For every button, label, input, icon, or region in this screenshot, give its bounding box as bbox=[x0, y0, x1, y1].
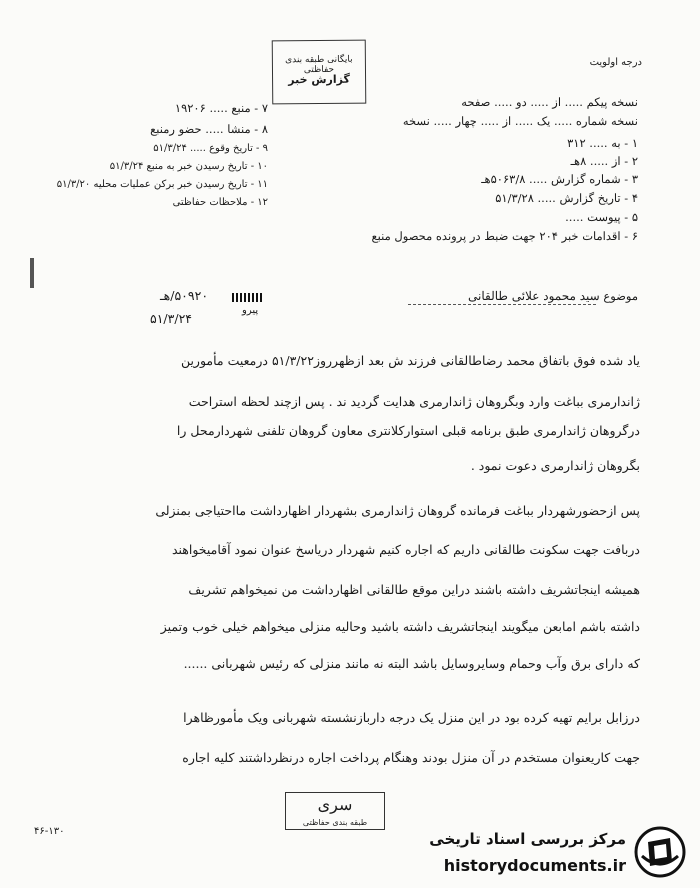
stamp-caption: طبقه بندی حفاظتی bbox=[302, 818, 368, 827]
header-right-field-1: نسخه پیکم ..... از ..... دو ..... صفحه bbox=[461, 95, 638, 109]
body-line-4: بگروهان ژاندارمری دعوت نمود . bbox=[470, 458, 640, 473]
page-reference: ۴۶-۱۳۰ bbox=[34, 826, 65, 837]
file-ref-date: ۵۱/۳/۲۴ bbox=[150, 311, 192, 326]
archive-logo-icon bbox=[634, 826, 686, 878]
priority-label: درجه اولویت bbox=[589, 57, 642, 68]
body-line-9: که دارای برق وآب وحمام وسایروسایل باشد البته نه مانند منزلی که رئیس شهربانی ...... bbox=[183, 656, 640, 671]
body-line-6: دربافت جهت سکونت طالقانی داریم که اجاره کنیم شهردار دریاسخ عنوان نمود آقامیخواهند bbox=[171, 542, 640, 557]
body-line-3: درگروهان ژاندارمری طبق برنامه قبلی استوارکلانتری معاون گروهان تلفنی شهردارمحل را bbox=[176, 423, 640, 438]
body-line-2: ژاندارمری بباغت وارد وبگروهان ژاندارمری هدایت گردید ند . پس ازچند لحظه استراحت bbox=[188, 394, 640, 409]
header-right-field-7: ۵ - پیوست ..... bbox=[565, 210, 638, 224]
body-line-8: داشته باشم امابعن میگویند اینجاتشریف داشته باشید وحالیه منزلی میخواهم خیلی خوب وتمیز bbox=[160, 619, 640, 634]
subject-row bbox=[468, 289, 638, 303]
header-left-field-8: ۸ - منشا ..... حضو رمنبع bbox=[150, 122, 268, 136]
header-right-field-6: ۴ - تاریخ گزارش ..... ۵۱/۳/۲۸ bbox=[495, 191, 638, 205]
footer-title: مرکز بررسی اسناد تاریخی bbox=[429, 830, 626, 848]
file-ref-note: پیرو bbox=[242, 305, 259, 316]
header-left-field-11: ۱۱ - تاریخ رسیدن خبر برکن عملیات محلیه ۵۱/۳/۲۰ bbox=[56, 179, 268, 190]
header-left-field-9: ۹ - تاریخ وقوع ..... ۵۱/۳/۲۴ bbox=[153, 143, 268, 154]
header-right-field-5: ۳ - شماره گزارش ..... ۵۰۶۳/۸هـ bbox=[481, 172, 638, 186]
body-line-7: همیشه اینجاتشریف داشته باشند دراین موقع طالقانی اظهارداشت من نمیخواهم تشریف bbox=[188, 582, 640, 597]
file-ref-number: ۵۰۹۲۰/هـ bbox=[160, 288, 209, 303]
stamp-line-archive: بایگانی طبقه بندی حفاظتی bbox=[285, 54, 353, 76]
header-left-field-7: ۷ - منبع ..... ۱۹۲۰۶ bbox=[174, 101, 268, 115]
body-line-1: یاد شده فوق باتفاق محمد رضاطالقانی فرزند ش بعد ازظهرروز۵۱/۳/۲۲ درمعیت مأمورین bbox=[180, 353, 640, 368]
header-right-field-8: ۶ - اقدامات خبر ۲۰۴ جهت ضبط در پرونده محصول منبع bbox=[371, 229, 638, 243]
body-line-10: درزابل برایم تهیه کرده بود در این منزل یک درجه داربازنشسته شهربانی ویک مأمورظاهرا bbox=[183, 710, 640, 725]
header-right-field-4: ۲ - از ..... ۸هـ bbox=[570, 154, 638, 168]
header-left-field-12: ۱۲ - ملاحظات حفاظتی bbox=[172, 197, 268, 208]
stamp-line-report: گزارش خبر bbox=[288, 72, 350, 87]
header-left-field-10: ۱۰ - تاریخ رسیدن خبر به منبع ۵۱/۳/۲۴ bbox=[109, 161, 268, 172]
body-line-11: جهت کاریعنوان مستخدم در آن منزل بودند وهنگام پرداخت اجاره درنظرداشتند کلیه اجاره bbox=[182, 750, 640, 765]
subject-value: سید محمود علائی طالقانی bbox=[468, 289, 600, 303]
header-right-field-2: نسخه شماره ..... یک ..... از ..... چهار ..... نسخه bbox=[402, 114, 638, 128]
redaction-mark bbox=[232, 293, 262, 302]
footer-url: historydocuments.ir bbox=[443, 856, 626, 875]
bottom-classification-stamp bbox=[285, 792, 385, 830]
margin-mark bbox=[30, 258, 34, 288]
stamp-signature: سری bbox=[317, 795, 353, 814]
header-right-field-3: ۱ - به ..... ۳۱۲ bbox=[567, 136, 638, 150]
classification-stamp bbox=[272, 40, 367, 105]
body-line-5: پس ازحضورشهردار بباغت فرمانده گروهان ژاندارمری بشهردار اظهارداشت مااحتیاجی بمنزلی bbox=[155, 503, 640, 518]
subject-label: موضوع bbox=[603, 289, 638, 303]
subject-underline bbox=[408, 304, 596, 305]
